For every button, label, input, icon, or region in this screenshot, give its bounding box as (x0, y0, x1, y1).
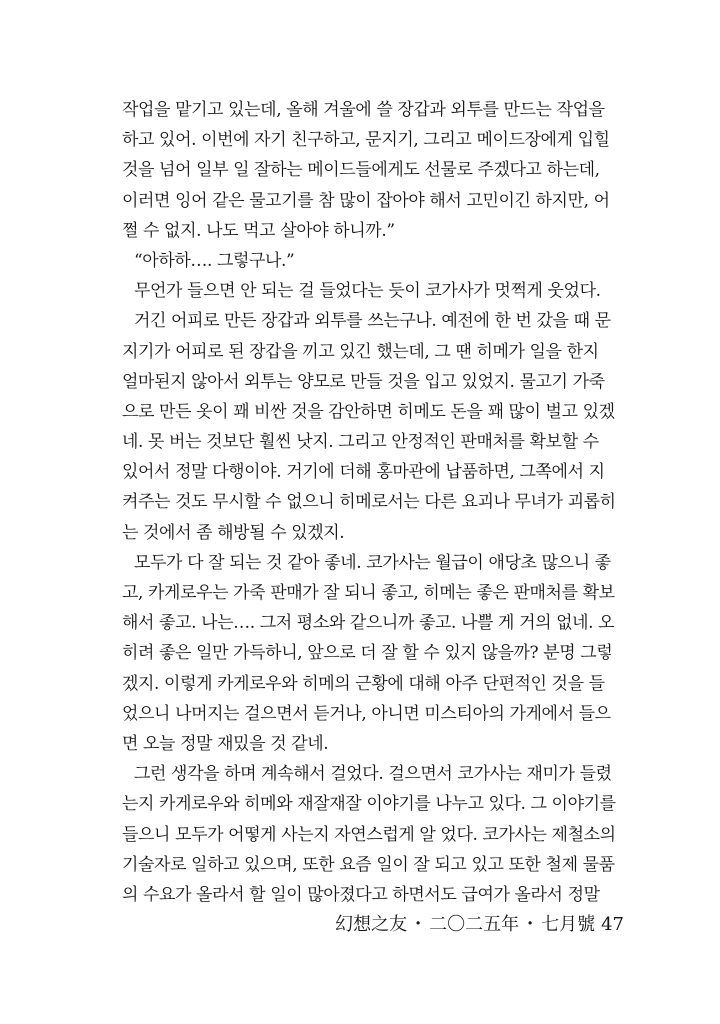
text-line: 면 오늘 정말 재밌을 것 같네. (122, 733, 329, 754)
text-line: 해서 좋고. 나는…. 그저 평소와 같으니까 좋고. 나쁠 게 거의 없네. 오 (122, 613, 615, 634)
footer-separator: ・ (521, 914, 540, 935)
text-line: 고, 카게로우는 가죽 판매가 잘 되니 좋고, 히메는 좋은 판매처를 확보 (122, 583, 615, 603)
text-line: 거긴 어피로 만든 장갑과 외투를 쓰는구나. 예전에 한 번 갔을 때 문 (134, 311, 611, 332)
text-line: 으로 만든 옷이 꽤 비싼 것을 감안하면 히메도 돈을 꽤 많이 벌고 있겠 (122, 401, 615, 422)
text-line: 의 수요가 올라서 할 일이 많아졌다고 하면서도 급여가 올라서 정말 (122, 884, 600, 905)
text-line: 이러면 잉어 같은 물고기를 참 많이 잡아야 해서 고민이긴 하지만, 어 (122, 190, 610, 211)
body-text (122, 95, 632, 910)
magazine-title: 幻想之友 (335, 914, 408, 935)
text-line: 작업을 맡기고 있는데, 올해 겨울에 쓸 장갑과 외투를 만드는 작업을 (122, 100, 605, 120)
text-line: 그런 생각을 하며 계속해서 걸었다. 걸으면서 코가사는 재미가 들렸 (134, 764, 612, 785)
text-line: 는 것에서 좀 해방될 수 있겠지. (122, 522, 345, 543)
text-line: 얼마된지 않아서 외투는 양모로 만들 것을 입고 있었지. 물고기 가죽 (122, 371, 605, 392)
issue-year: 二〇二五年 (429, 914, 520, 935)
text-line: 쩔 수 없지. 나도 먹고 살아야 하니까.” (122, 220, 395, 241)
page-number: 47 (601, 914, 624, 935)
text-line: 있어서 정말 다행이야. 거기에 더해 홍마관에 납품하면, 그쪽에서 지 (122, 462, 605, 483)
text-line: 겠지. 이렇게 카게로우와 히메의 근황에 대해 아주 단편적인 것을 들 (122, 673, 605, 694)
text-line: 히려 좋은 일만 가득하니, 앞으로 더 잘 할 수 있지 않을까? 분명 그렇 (122, 643, 613, 664)
issue-month: 七月號 (541, 914, 596, 935)
footer-separator: ・ (409, 914, 428, 935)
text-line: 지기가 어피로 된 장갑을 끼고 있긴 했는데, 그 땐 히메가 일을 한지 (122, 341, 599, 362)
text-line: 무언가 들으면 안 되는 걸 들었다는 듯이 코가사가 멋쩍게 웃었다. (134, 281, 601, 302)
text-line: 었으니 나머지는 걸으면서 듣거나, 아니면 미스티아의 가게에서 들으 (122, 703, 611, 724)
text-line: 켜주는 것도 무시할 수 없으니 히메로서는 다른 요괴나 무녀가 괴롭히 (122, 492, 616, 513)
text-line: 네. 못 버는 것보단 훨씬 낫지. 그리고 안정적인 판매처를 확보할 수 (122, 432, 599, 453)
text-line: 들으니 모두가 어떻게 사는지 자연스럽게 알 었다. 코가사는 제철소의 (122, 824, 616, 845)
text-line: “아하하…. 그렇구나.” (134, 250, 295, 271)
page-footer (335, 910, 624, 940)
text-line: 기술자로 일하고 있으며, 또한 요즘 일이 잘 되고 있고 또한 철제 물품 (122, 854, 615, 875)
text-line: 것을 넘어 일부 일 잘하는 메이드들에게도 선물로 주겠다고 하는데, (122, 160, 600, 181)
text-line: 모두가 다 잘 되는 것 같아 좋네. 코가사는 월급이 애당초 많으니 좋 (134, 552, 611, 573)
text-line: 하고 있어. 이번에 자기 친구하고, 문지기, 그리고 메이드장에게 입힐 (122, 130, 610, 151)
text-line: 는지 카게로우와 히메와 재잘재잘 이야기를 나누고 있다. 그 이야기를 (122, 794, 616, 815)
